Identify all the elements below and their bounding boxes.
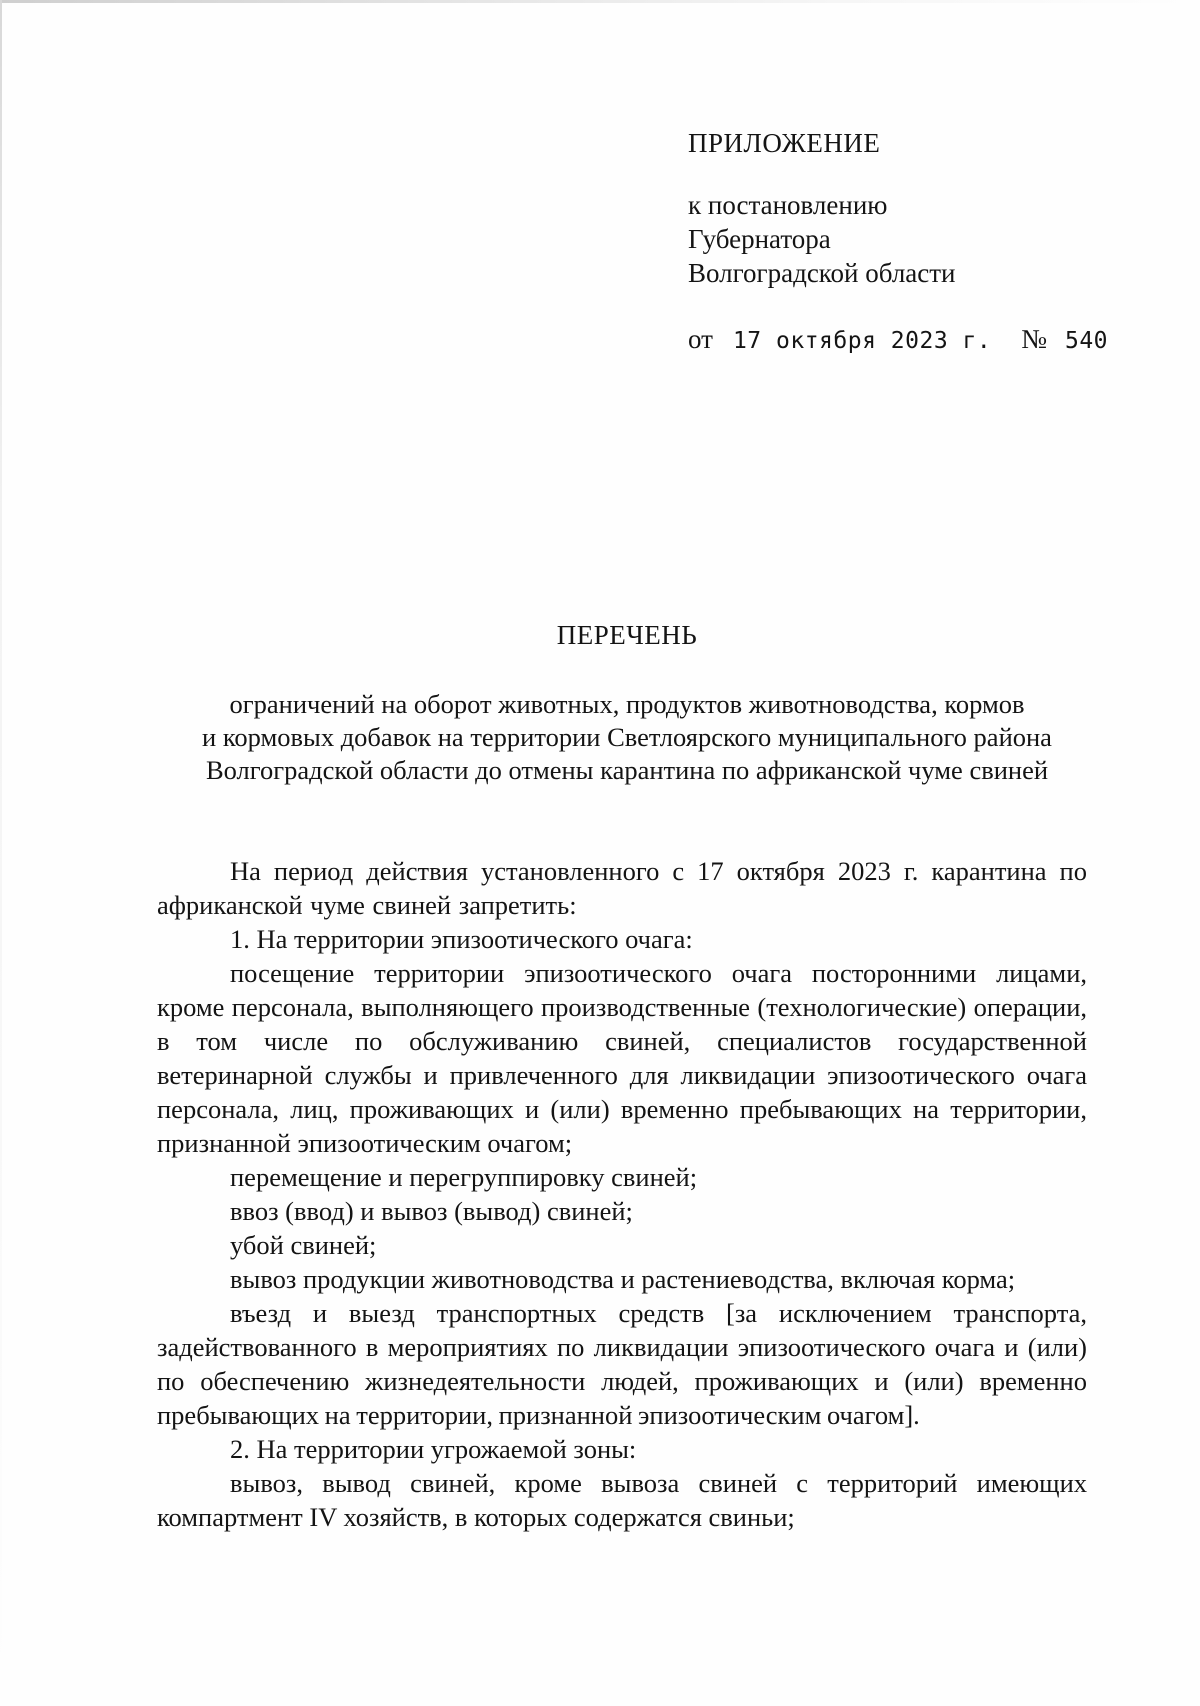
- appendix-line: Волгоградской области: [688, 258, 956, 288]
- appendix-header: [688, 126, 956, 290]
- document-title: ПЕРЕЧЕНЬ: [556, 620, 698, 650]
- subtitle-line: Волгоградской области до отмены карантина по африканской чуме свиней: [205, 755, 1049, 785]
- number-sign: №: [1021, 324, 1047, 354]
- subtitle-line: и кормовых добавок на территории Светлоярского муниципального района: [202, 722, 1052, 752]
- scan-top-edge: [0, 0, 1200, 3]
- section-1-item: убой свиней;: [230, 1230, 377, 1260]
- intro-paragraph: На период действия установленного с 17 октября 2023 г. карантина по африканской чуме свиней запретить:: [157, 856, 1087, 920]
- appendix-line: к постановлению: [688, 190, 888, 220]
- section-1-item: ввоз (ввод) и вывоз (вывод) свиней;: [230, 1196, 633, 1226]
- section-1-item: посещение территории эпизоотического очага посторонними лицами, кроме персонала, выполняющего производственные (технологические) операции, в том числе по обслуживанию свиней, специалистов государственной ветеринарной службы и привлеченного для ликвидации эпизоотического очага персонала, лиц, проживающих и (или) временно пребывающих на территории, признанной эпизоотическим очагом;: [157, 958, 1087, 1158]
- decree-number: 540: [1064, 328, 1109, 354]
- section-2-item: вывоз, вывод свиней, кроме вывоза свиней с территорий имеющих компартмент IV хозяйств, в которых содержатся свиньи;: [157, 1468, 1087, 1532]
- document-body: [157, 854, 1087, 1534]
- appendix-line: Губернатора: [688, 224, 831, 254]
- decree-reference: [688, 322, 1108, 358]
- appendix-title: ПРИЛОЖЕНИЕ: [688, 128, 881, 158]
- section-1-item: въезд и выезд транспортных средств [за исключением транспорта, задействованного в мероприятиях по ликвидации эпизоотического очага и (или) по обеспечению жизнедеятельности людей, проживающих и (или) временно пребывающих на территории, признанной эпизоотическим очагом].: [157, 1298, 1087, 1430]
- section-1-item: вывоз продукции животноводства и растениеводства, включая корма;: [230, 1264, 1016, 1294]
- scan-left-edge: [0, 0, 2, 1706]
- section-2-heading: 2. На территории угрожаемой зоны:: [230, 1434, 637, 1464]
- decree-date: 17 октября 2023 г.: [732, 328, 992, 354]
- subtitle-line: ограничений на оборот животных, продуктов животноводства, кормов: [229, 689, 1025, 719]
- section-1-heading: 1. На территории эпизоотического очага:: [230, 924, 693, 954]
- date-prefix: от: [688, 324, 713, 354]
- section-1-item: перемещение и перегруппировку свиней;: [230, 1162, 698, 1192]
- document-subtitle: [150, 688, 1104, 787]
